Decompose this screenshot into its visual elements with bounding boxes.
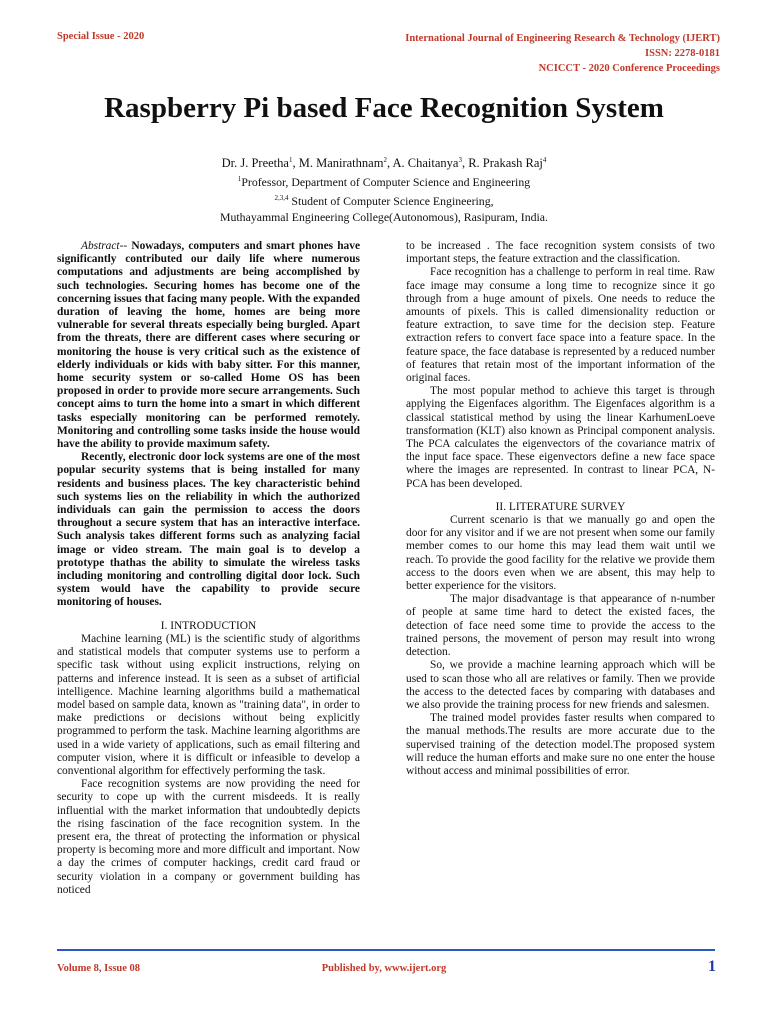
author-separator: ,: [386, 156, 393, 171]
affiliation-professor: [0, 171, 768, 190]
section-heading-introduction: I. INTRODUCTION: [160, 619, 257, 632]
intro-paragraph-1: Machine learning (ML) is the scientific study of algorithms and statistical models that computer systems use to perform a specific task without using explicit instructions, relying on patterns and inference instead. It is seen as a subset of artificial intelligence. Machine learning algorithms build a mathematical model based on sample data, known as "training data", in order to make predictions or decisions without being explicitly programmed to perform the task. Machine learning algorithms are used in a wide variety of applications, such as email filtering and computer vision, where it is difficult or infeasible to develop a conventional algorithm for effectively performing the task.: [57, 632, 360, 777]
author-superscript: 2: [383, 156, 387, 164]
abstract-label: Abstract--: [81, 240, 128, 252]
intro-paragraph-2: Face recognition systems are now providing the need for security to cope up with the current misdeeds. It is really influential with the market information that undoubtedly depicts the rising fascination of the face recognition system. In the present era, the threat of protecting the information or physical property is becoming more and more difficult and important. Now a day the crimes of computer hackings, credit card fraud or security violation in a company or government building has noticed: [57, 778, 360, 896]
header-journal-info: [405, 31, 720, 76]
author-superscript: 3: [458, 156, 462, 164]
paper-title: Raspberry Pi based Face Recognition System: [104, 92, 664, 124]
affiliation-text: Professor, Department of Computer Science and Engineering: [241, 175, 531, 190]
author-name: A. Chaitanya: [392, 156, 459, 171]
literature-paragraph-1: Current scenario is that we manually go and open the door for any visitor and if we are not present when some our family member comes to our home this may lead them wait until we reach. To provide the good facility for the relative we provide them access to the doors even when we are absent, this may help to better experience for the visitors.: [406, 514, 715, 593]
author-superscript: 4: [542, 156, 547, 164]
page-number: 1: [708, 958, 716, 975]
author-block: [0, 152, 768, 225]
abstract-paragraph: [57, 240, 360, 451]
literature-paragraph-4: The trained model provides faster results when compared to the manual methods.The results are more accurate due to the supervised training of the detection model.The proposed system will reduce the human efforts and make sure no one enter the house without access and minimal possibilities of error.: [406, 712, 715, 777]
author-names: [0, 152, 768, 171]
right-paragraph-2: Face recognition has a challenge to perform in real time. Raw face image may consume a long time to recognize since it go through from a huge amount of pixels. One needs to reduce the amounts of pixels. This is called dimensionality reduction or feature extraction, to save time for the decision step. Feature extraction refers to convert face space into a feature space. In the feature space, the face database is represented by a reduced number of features that retain most of the important information of the original faces.: [406, 266, 715, 385]
footer-rule: [57, 949, 715, 951]
literature-paragraph-2: The major disadvantage is that appearance of n-number of people at same time hard to detect the existed faces, the detection of face need some time to provide the access to the trained persons, the movement of person may result into wrong detection.: [406, 593, 715, 659]
affiliation-students: [0, 190, 768, 209]
author-name: Dr. J. Preetha: [221, 156, 289, 171]
right-paragraph-1: to be increased . The face recognition system consists of two important steps, the feature extraction and the classification.: [406, 240, 715, 266]
right-paragraph-3: The most popular method to achieve this target is through applying the Eigenfaces algorithm. The Eigenfaces algorithm is a classical statistical method by using the linear KarhumenLoeve transformation (KLT) also known as Principal component analysis. The PCA calculates the eigenvectors of the covariance matrix of the input face space. These eigenvectors define a new face space where the images are represented. In contrast to linear PCA, N-PCA has been developed.: [406, 385, 715, 490]
header-issn: ISSN: 2278-0181: [645, 48, 720, 59]
author-superscript: 1: [288, 156, 293, 164]
affiliation-superscript: 1: [237, 175, 242, 184]
header-proceedings: NCICCT - 2020 Conference Proceedings: [538, 63, 720, 74]
footer-publisher: Published by, www.ijert.org: [321, 963, 447, 974]
footer-volume: Volume 8, Issue 08: [57, 963, 141, 974]
section-heading-literature-survey: II. LITERATURE SURVEY: [495, 500, 626, 513]
header-issue: Special Issue - 2020: [57, 31, 145, 42]
author-name: R. Prakash Raj: [468, 156, 543, 171]
author-separator: ,: [461, 156, 469, 171]
affiliation-text: Student of Computer Science Engineering,: [288, 194, 494, 208]
affiliation-college: Muthayammal Engineering College(Autonomous), Rasipuram, India.: [220, 210, 548, 224]
right-column: [406, 240, 715, 778]
abstract-text: Nowadays, computers and smart phones have significantly contributed our daily life where numerous computations and adjustments are being accomplished by such technologies. Securing homes has become one of the concerning issues that facing many people. With the expanded duration of leaving the home, homes are being more vulnerable for several threats especially being burgled. Apart from the threats, there are different cases where securing or monitoring the house is very critical such as the existence of elderly individuals or kids with baby sitter. For this manner, home security system or so-called Home OS has been proposed in order to provide more secure arrangements. Such concept aims to turn the home into a smart in which different tasks especially monitoring can be performed remotely. Monitoring and controlling some tasks inside the house would have the ability to provide maximum safety.: [57, 240, 360, 451]
author-name: M. Manirathnam: [298, 156, 384, 171]
author-separator: ,: [292, 156, 299, 171]
abstract-paragraph-2: Recently, electronic door lock systems are one of the most popular security systems that is being installed for many residents and business places. The key characteristic behind such systems lies on the reliability in which the authorized individuals can gain the permission to access the doors throughout a secure system that has an interactive interface. Such analysis takes different forms such as analyzing facial image or video stream. The main goal is to develop a prototype thathas the ability to simulate the wireless tasks including monitoring and controlling digital door lock. Such system would have the capability to provide secure monitoring of houses.: [57, 451, 360, 609]
literature-paragraph-3: So, we provide a machine learning approach which will be used to scan those who all are relatives or family. Then we provide the access to the detected faces by comparing with databases and we also provide the training process for new friends and salesmen.: [406, 659, 715, 711]
left-column: [57, 240, 360, 897]
header-journal-name: International Journal of Engineering Research & Technology (IJERT): [405, 33, 720, 44]
affiliation-superscript: 2,3,4: [274, 194, 289, 203]
